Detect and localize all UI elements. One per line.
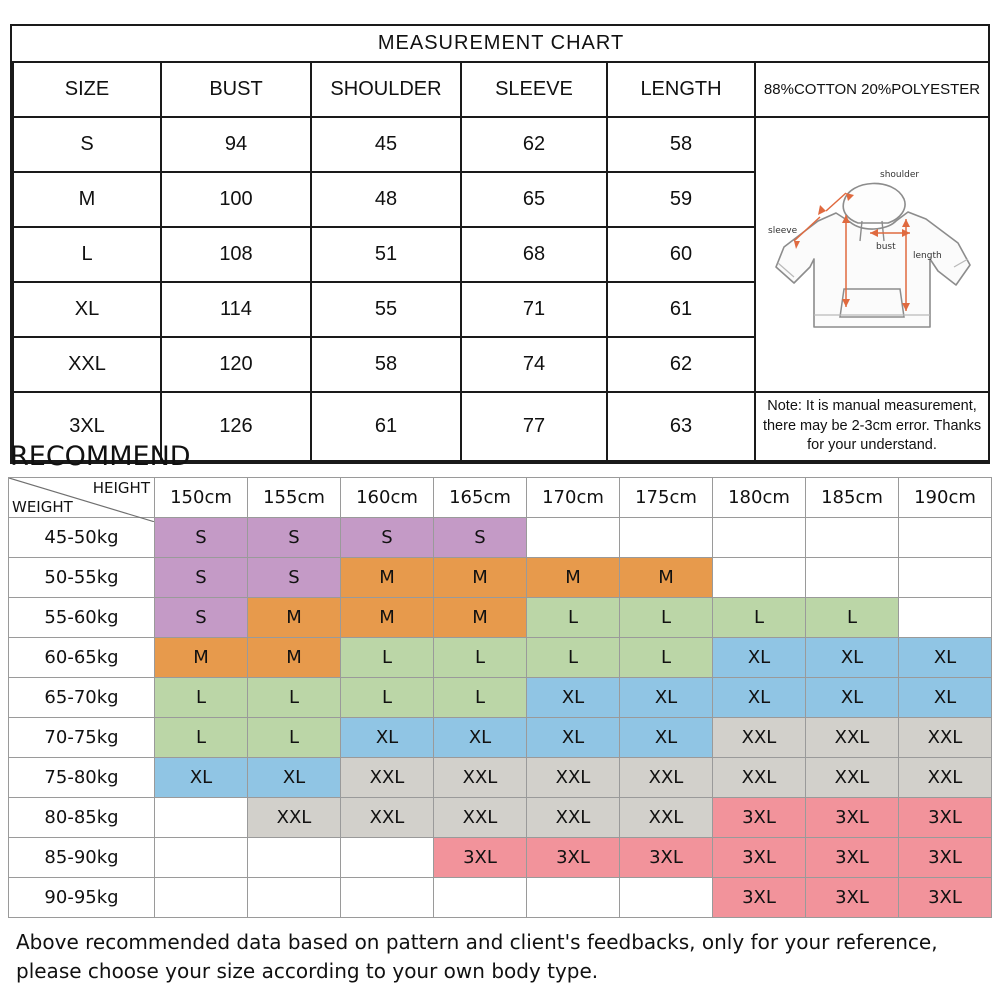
size-cell-XXL: XXL: [899, 718, 992, 758]
size-cell-3XL: 3XL: [899, 798, 992, 838]
size-value: XL: [13, 282, 161, 337]
height-header-190cm: 190cm: [899, 478, 992, 518]
size-cell-XL: XL: [434, 718, 527, 758]
size-value: L: [13, 227, 161, 282]
diagram-label-sleeve: sleeve: [768, 225, 798, 236]
size-cell-empty: [248, 878, 341, 918]
measurement-chart-title-row: [13, 26, 989, 62]
height-header-175cm: 175cm: [620, 478, 713, 518]
size-cell-XXL: XXL: [434, 798, 527, 838]
size-cell-3XL: 3XL: [899, 878, 992, 918]
column-header-length: LENGTH: [607, 62, 755, 117]
size-cell-empty: [899, 598, 992, 638]
size-cell-L: L: [248, 718, 341, 758]
size-cell-M: M: [248, 598, 341, 638]
table-row: [9, 518, 992, 558]
weight-header-45-50kg: 45-50kg: [9, 518, 155, 558]
weight-header-75-80kg: 75-80kg: [9, 758, 155, 798]
height-header-165cm: 165cm: [434, 478, 527, 518]
recommend-chart: [8, 477, 992, 918]
size-cell-empty: [899, 558, 992, 598]
weight-header-55-60kg: 55-60kg: [9, 598, 155, 638]
sleeve-value: 74: [461, 337, 607, 392]
shoulder-value: 55: [311, 282, 461, 337]
size-cell-M: M: [248, 638, 341, 678]
size-cell-L: L: [527, 638, 620, 678]
size-cell-3XL: 3XL: [713, 838, 806, 878]
diagram-label-shoulder: shoulder: [880, 169, 920, 180]
size-cell-XL: XL: [341, 718, 434, 758]
sleeve-value: 65: [461, 172, 607, 227]
table-row: [9, 798, 992, 838]
weight-header-60-65kg: 60-65kg: [9, 638, 155, 678]
bust-value: 108: [161, 227, 311, 282]
height-header-160cm: 160cm: [341, 478, 434, 518]
table-row: [9, 878, 992, 918]
material-composition: 88%COTTON 20%POLYESTER: [755, 62, 989, 117]
table-row: [9, 598, 992, 638]
table-row: [9, 758, 992, 798]
hoodie-diagram-icon: [758, 155, 986, 355]
size-cell-3XL: 3XL: [620, 838, 713, 878]
table-row: [9, 558, 992, 598]
column-header-sleeve: SLEEVE: [461, 62, 607, 117]
sleeve-value: 68: [461, 227, 607, 282]
size-cell-empty: [341, 878, 434, 918]
weight-header-85-90kg: 85-90kg: [9, 838, 155, 878]
measurement-chart-title: MEASUREMENT CHART: [13, 26, 989, 62]
size-cell-empty: [713, 558, 806, 598]
shoulder-value: 51: [311, 227, 461, 282]
size-cell-L: L: [341, 678, 434, 718]
size-cell-L: L: [155, 718, 248, 758]
size-cell-empty: [806, 558, 899, 598]
size-cell-XL: XL: [620, 718, 713, 758]
weight-header-50-55kg: 50-55kg: [9, 558, 155, 598]
size-cell-empty: [713, 518, 806, 558]
size-cell-L: L: [620, 638, 713, 678]
bust-value: 120: [161, 337, 311, 392]
weight-header-65-70kg: 65-70kg: [9, 678, 155, 718]
size-cell-3XL: 3XL: [713, 878, 806, 918]
column-header-shoulder: SHOULDER: [311, 62, 461, 117]
recommend-header-row: [9, 478, 992, 518]
column-header-bust: BUST: [161, 62, 311, 117]
table-row: [9, 838, 992, 878]
sleeve-value: 77: [461, 392, 607, 461]
size-cell-M: M: [341, 598, 434, 638]
height-header-170cm: 170cm: [527, 478, 620, 518]
size-cell-empty: [155, 798, 248, 838]
height-header-185cm: 185cm: [806, 478, 899, 518]
size-cell-S: S: [155, 598, 248, 638]
size-cell-L: L: [713, 598, 806, 638]
size-cell-XXL: XXL: [248, 798, 341, 838]
size-cell-3XL: 3XL: [806, 838, 899, 878]
size-cell-XL: XL: [713, 678, 806, 718]
height-header-155cm: 155cm: [248, 478, 341, 518]
bust-value: 100: [161, 172, 311, 227]
size-cell-XXL: XXL: [899, 758, 992, 798]
size-cell-S: S: [248, 518, 341, 558]
size-cell-empty: [155, 838, 248, 878]
size-value: M: [13, 172, 161, 227]
measurement-chart-header-row: [13, 62, 989, 117]
size-cell-S: S: [341, 518, 434, 558]
size-cell-XXL: XXL: [341, 758, 434, 798]
weight-header-80-85kg: 80-85kg: [9, 798, 155, 838]
size-cell-XL: XL: [527, 718, 620, 758]
size-cell-XXL: XXL: [713, 718, 806, 758]
size-cell-XL: XL: [155, 758, 248, 798]
size-cell-XL: XL: [899, 638, 992, 678]
size-cell-XL: XL: [527, 678, 620, 718]
size-cell-XXL: XXL: [713, 758, 806, 798]
shoulder-value: 45: [311, 117, 461, 172]
size-cell-XL: XL: [248, 758, 341, 798]
size-cell-S: S: [155, 558, 248, 598]
recommend-table: [8, 477, 992, 918]
weight-header-90-95kg: 90-95kg: [9, 878, 155, 918]
size-cell-S: S: [155, 518, 248, 558]
size-cell-M: M: [620, 558, 713, 598]
size-cell-empty: [806, 518, 899, 558]
size-cell-empty: [155, 878, 248, 918]
size-cell-empty: [527, 878, 620, 918]
size-cell-empty: [527, 518, 620, 558]
size-cell-XXL: XXL: [620, 758, 713, 798]
size-cell-3XL: 3XL: [806, 878, 899, 918]
table-row: [9, 678, 992, 718]
measurement-chart: [10, 24, 990, 464]
length-value: 59: [607, 172, 755, 227]
size-cell-XL: XL: [620, 678, 713, 718]
length-value: 63: [607, 392, 755, 461]
shoulder-value: 58: [311, 337, 461, 392]
height-header-180cm: 180cm: [713, 478, 806, 518]
size-cell-L: L: [527, 598, 620, 638]
sleeve-value: 62: [461, 117, 607, 172]
size-cell-L: L: [620, 598, 713, 638]
footnote: Above recommended data based on pattern and client's feedbacks, only for your reference, please choose your size according to your own body type.: [16, 930, 938, 983]
size-cell-XXL: XXL: [527, 758, 620, 798]
size-cell-S: S: [434, 518, 527, 558]
size-cell-3XL: 3XL: [806, 798, 899, 838]
size-cell-XL: XL: [806, 638, 899, 678]
axis-corner-cell: [9, 478, 155, 518]
size-value: S: [13, 117, 161, 172]
size-cell-XXL: XXL: [341, 798, 434, 838]
size-cell-L: L: [248, 678, 341, 718]
size-cell-empty: [620, 518, 713, 558]
length-value: 62: [607, 337, 755, 392]
size-cell-XXL: XXL: [806, 718, 899, 758]
size-cell-L: L: [434, 638, 527, 678]
size-cell-3XL: 3XL: [434, 838, 527, 878]
length-value: 61: [607, 282, 755, 337]
size-cell-L: L: [806, 598, 899, 638]
weight-header-70-75kg: 70-75kg: [9, 718, 155, 758]
size-cell-M: M: [155, 638, 248, 678]
size-cell-L: L: [341, 638, 434, 678]
size-cell-XL: XL: [806, 678, 899, 718]
size-cell-XXL: XXL: [527, 798, 620, 838]
table-row: [9, 718, 992, 758]
column-header-size: SIZE: [13, 62, 161, 117]
shoulder-value: 61: [311, 392, 461, 461]
diagram-label-bust: bust: [876, 241, 896, 252]
size-cell-M: M: [341, 558, 434, 598]
measurement-chart-table: [12, 26, 990, 462]
sleeve-value: 71: [461, 282, 607, 337]
size-cell-3XL: 3XL: [899, 838, 992, 878]
bust-value: 126: [161, 392, 311, 461]
size-cell-XXL: XXL: [806, 758, 899, 798]
shoulder-value: 48: [311, 172, 461, 227]
size-cell-M: M: [434, 558, 527, 598]
table-row: [9, 638, 992, 678]
diagram-label-length: length: [913, 250, 942, 261]
length-value: 58: [607, 117, 755, 172]
size-cell-M: M: [434, 598, 527, 638]
size-cell-empty: [620, 878, 713, 918]
height-header-150cm: 150cm: [155, 478, 248, 518]
measurement-note: Note: It is manual measurement, there may be 2-3cm error. Thanks for your understand.: [755, 392, 989, 461]
size-cell-L: L: [434, 678, 527, 718]
bust-value: 94: [161, 117, 311, 172]
size-cell-empty: [899, 518, 992, 558]
size-cell-XL: XL: [899, 678, 992, 718]
size-cell-empty: [341, 838, 434, 878]
size-cell-S: S: [248, 558, 341, 598]
bust-value: 114: [161, 282, 311, 337]
size-cell-XXL: XXL: [620, 798, 713, 838]
recommend-title: RECOMMEND: [10, 441, 191, 472]
size-value: 3XL: [13, 392, 161, 461]
size-cell-empty: [434, 878, 527, 918]
axis-label-height: HEIGHT: [92, 479, 150, 497]
size-cell-3XL: 3XL: [527, 838, 620, 878]
length-value: 60: [607, 227, 755, 282]
hoodie-diagram-cell: [755, 117, 989, 392]
size-cell-M: M: [527, 558, 620, 598]
size-cell-empty: [248, 838, 341, 878]
axis-label-weight: WEIGHT: [12, 498, 73, 516]
table-row: [13, 117, 989, 172]
size-cell-3XL: 3XL: [713, 798, 806, 838]
size-cell-XXL: XXL: [434, 758, 527, 798]
size-value: XXL: [13, 337, 161, 392]
size-cell-L: L: [155, 678, 248, 718]
size-cell-XL: XL: [713, 638, 806, 678]
